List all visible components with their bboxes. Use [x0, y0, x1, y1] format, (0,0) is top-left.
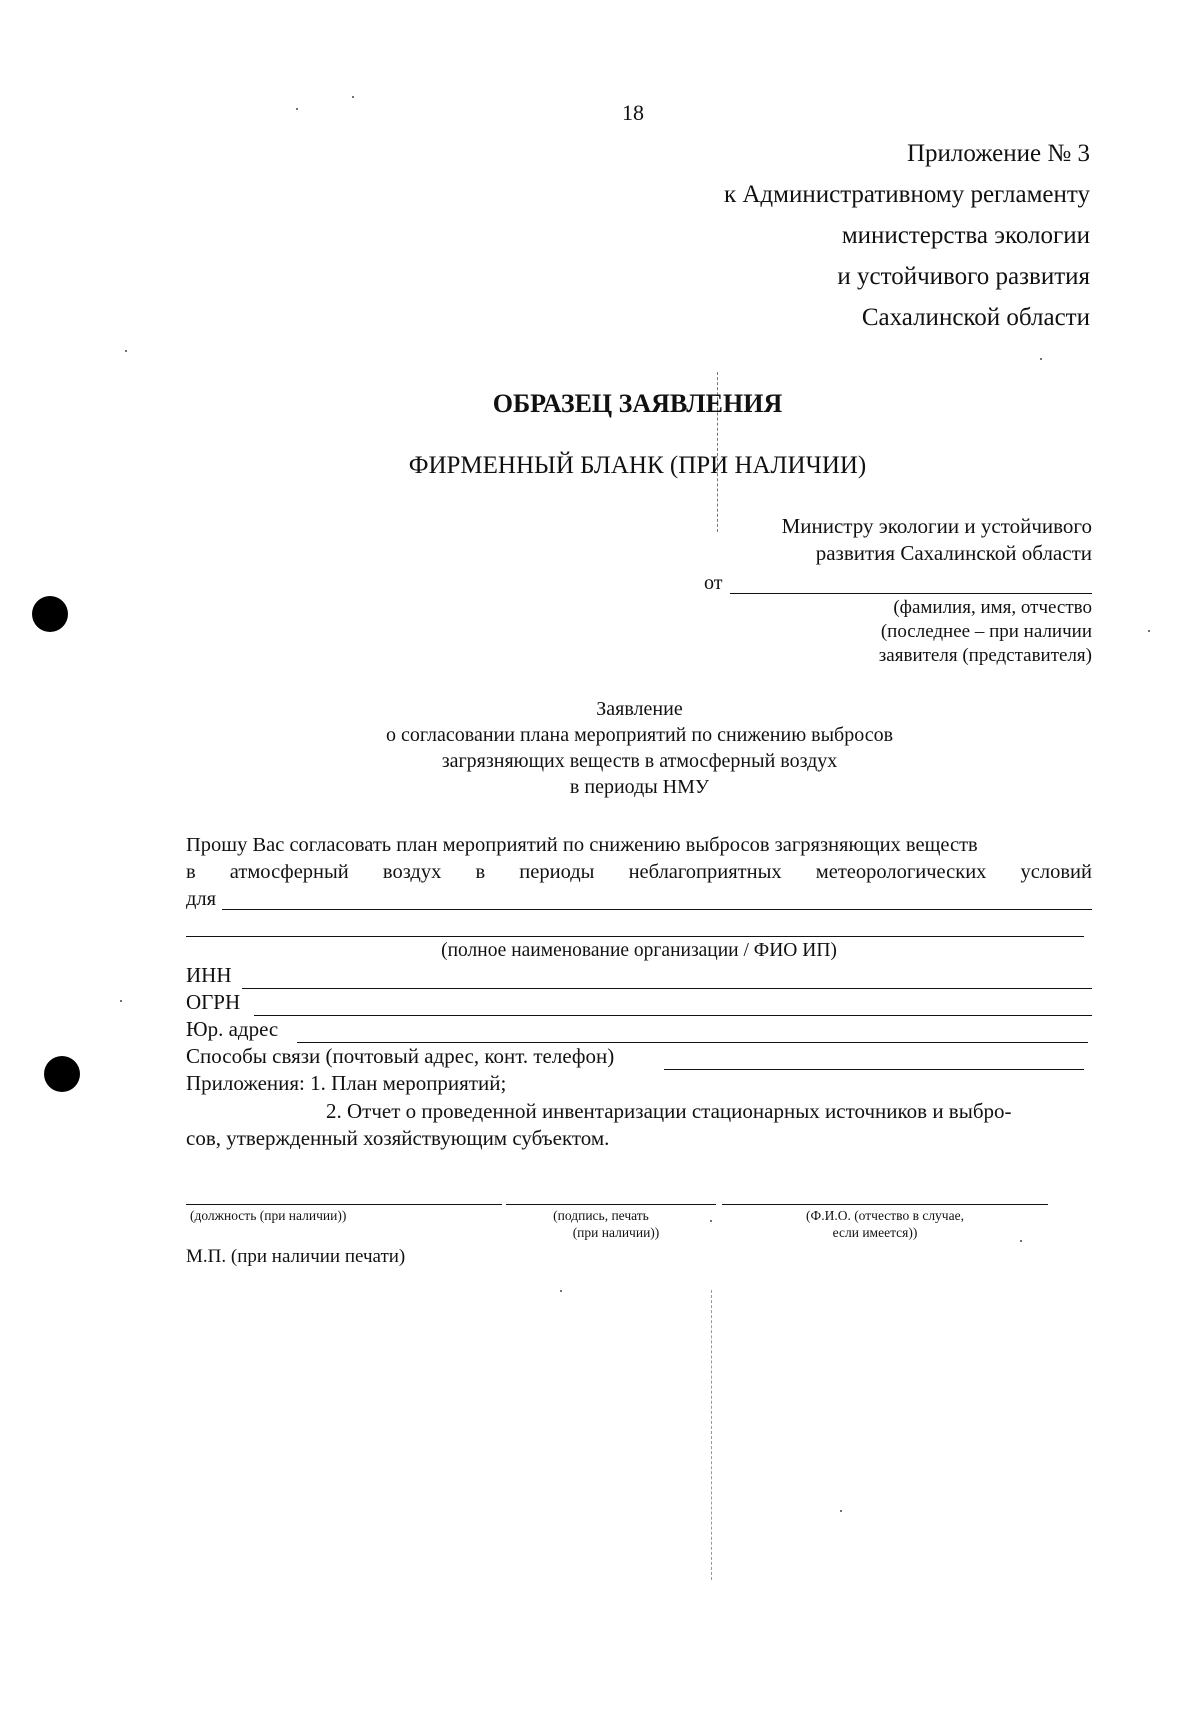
inn-label: ИНН — [186, 963, 232, 987]
scan-speck — [560, 1290, 562, 1292]
legal-address-label: Юр. адрес — [186, 1017, 279, 1041]
request-line-2: в атмосферный воздух в периоды неблагоприятных метеорологических условий — [186, 861, 1092, 883]
ogrn-label: ОГРН — [186, 990, 241, 1014]
attachment-2-line-2: сов, утвержденный хозяйствующим субъектом. — [186, 1126, 610, 1150]
attachments-label: Приложения: 1. План мероприятий; — [186, 1071, 507, 1095]
statement-line-1: Заявление — [596, 698, 683, 720]
position-hint: (должность (при наличии)) — [190, 1208, 347, 1223]
legal-address-field-line[interactable] — [297, 1042, 1088, 1043]
scan-speck — [125, 350, 127, 352]
appendix-line-4: и устойчивого развития — [837, 263, 1090, 290]
addressee-line-2: развития Сахалинской области — [815, 541, 1092, 565]
for-label: для — [186, 888, 217, 910]
name-signature-line[interactable] — [722, 1204, 1048, 1205]
organization-field-line-2[interactable] — [186, 936, 1084, 937]
appendix-line-1: Приложение № 3 — [906, 140, 1090, 167]
addressee-line-1: Министру экологии и устойчивого — [781, 514, 1092, 538]
addressee-hint-2: (последнее – при наличии — [880, 621, 1092, 642]
scan-speck — [352, 96, 354, 98]
sign-hint-2: (при наличии)) — [572, 1225, 660, 1240]
attachment-2-line-1: 2. Отчет о проведенной инвентаризации стационарных источников и выбро- — [326, 1099, 1012, 1123]
statement-line-2: о согласовании плана мероприятий по снижению выбросов — [385, 724, 894, 746]
from-label: от — [704, 572, 723, 594]
statement-line-3: загрязняющих веществ в атмосферный воздух — [441, 750, 838, 772]
contacts-field-line[interactable] — [664, 1069, 1084, 1070]
scan-speck — [710, 1220, 712, 1222]
organization-field-line-1[interactable] — [222, 909, 1092, 910]
addressee-hint-3: заявителя (представителя) — [878, 645, 1092, 666]
name-hint-1: (Ф.И.О. (отчество в случае, — [806, 1208, 964, 1223]
statement-line-4: в периоды НМУ — [569, 776, 710, 798]
ogrn-field-line[interactable] — [254, 1015, 1092, 1016]
scan-fold-line-lower — [711, 1290, 712, 1580]
scan-speck — [1040, 358, 1042, 360]
scan-speck — [1148, 630, 1150, 632]
page-number: 18 — [622, 100, 644, 125]
addressee-hint-1: (фамилия, имя, отчество — [893, 597, 1092, 618]
name-hint-2: если имеется)) — [832, 1225, 918, 1240]
appendix-line-5: Сахалинской области — [861, 304, 1090, 331]
contacts-label: Способы связи (почтовый адрес, конт. телефон) — [186, 1044, 615, 1068]
appendix-line-2: к Административному регламенту — [723, 181, 1090, 208]
scan-speck — [296, 108, 298, 110]
request-line-1: Прошу Вас согласовать план мероприятий по снижению выбросов загрязняющих веществ — [186, 834, 978, 856]
document-title: ОБРАЗЕЦ ЗАЯВЛЕНИЯ — [492, 389, 783, 418]
scan-speck — [120, 1000, 122, 1002]
scan-speck — [840, 1510, 842, 1512]
appendix-line-3: министерства экологии — [841, 222, 1090, 249]
binder-hole-top — [32, 596, 68, 632]
letterhead-placeholder: ФИРМЕННЫЙ БЛАНК (ПРИ НАЛИЧИИ) — [408, 452, 867, 479]
organization-hint: (полное наименование организации / ФИО ИП) — [441, 940, 837, 961]
inn-field-line[interactable] — [242, 988, 1092, 989]
stamp-label: М.П. (при наличии печати) — [186, 1246, 406, 1267]
binder-hole-bottom — [44, 1056, 80, 1092]
position-signature-line[interactable] — [186, 1204, 502, 1205]
sign-signature-line[interactable] — [506, 1204, 716, 1205]
sign-hint-1: (подпись, печать — [553, 1208, 649, 1223]
from-field-line[interactable] — [730, 593, 1092, 594]
